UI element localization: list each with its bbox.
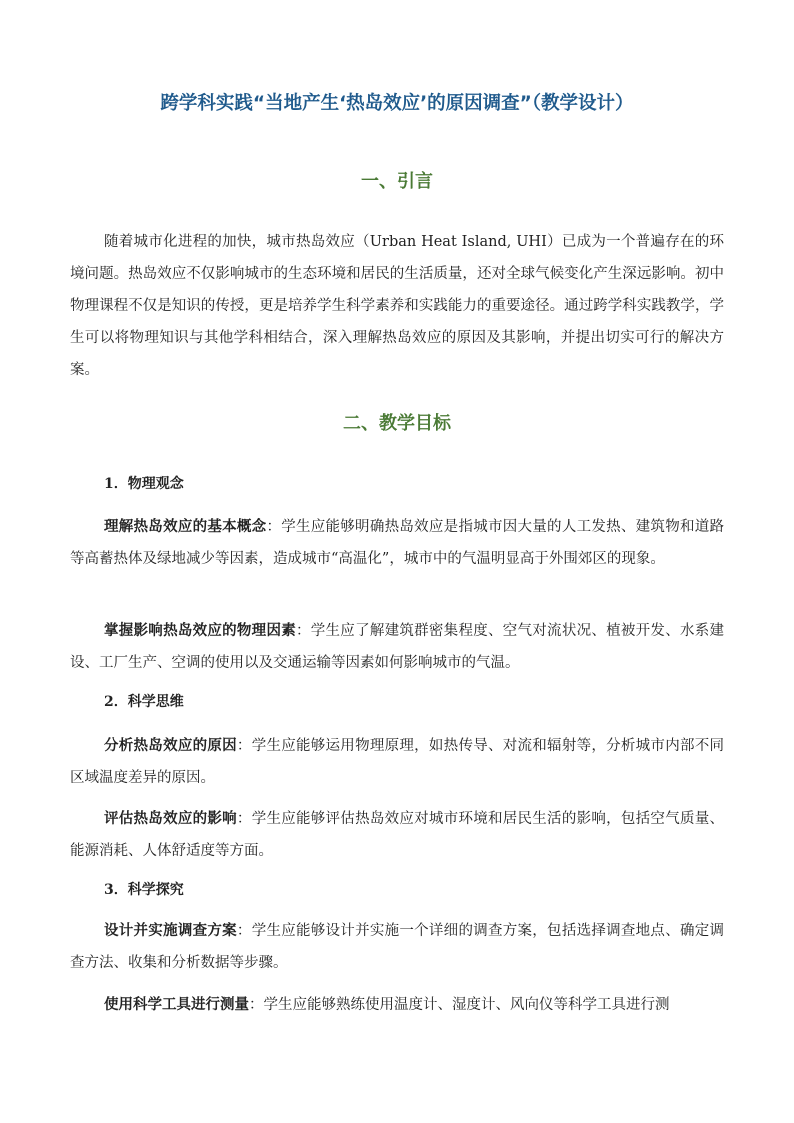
heading-introduction: 一、引言: [361, 171, 433, 192]
goal-text: ：学生应能够评估热岛效应对城市环境和居民生活的影响，包括空气质量、能源消耗、人体舒适度等方面。: [70, 811, 725, 859]
goal-term: 设计并实施调查方案: [104, 922, 237, 939]
goal-term: 分析热岛效应的原因: [104, 737, 237, 754]
goal-text: ：学生应了解建筑群密集程度、空气对流状况、植被开发、水系建设、工厂生产、空调的使用以及交通运输等因素如何影响城市的气温。: [70, 623, 725, 671]
goal-text: ：学生应能够运用物理原理，如热传导、对流和辐射等，分析城市内部不同区域温度差异的原因。: [70, 738, 725, 786]
goal-term: 理解热岛效应的基本概念: [104, 518, 267, 535]
goal-item: [70, 989, 724, 1021]
goal-item: [70, 511, 724, 575]
goal-text: ：学生应能够熟练使用温度计、湿度计、风向仪等科学工具进行测: [249, 997, 670, 1013]
goal-term: 掌握影响热岛效应的物理因素: [104, 622, 296, 639]
goal-text: ：学生应能够明确热岛效应是指城市因大量的人工发热、建筑物和道路等高蓄热体及绿地减少等因素，造成城市“高温化”，城市中的气温明显高于外围郊区的现象。: [70, 519, 724, 567]
goal-text: ：学生应能够设计并实施一个详细的调查方案，包括选择调查地点、确定调查方法、收集和分析数据等步骤。: [70, 923, 725, 971]
goal-item: [70, 915, 724, 979]
goal-term: 使用科学工具进行测量: [104, 996, 249, 1013]
subheading-scientific-thinking: 2．科学思维: [104, 694, 184, 710]
goal-term: 评估热岛效应的影响: [104, 810, 237, 827]
heading-teaching-goals: 二、教学目标: [343, 413, 451, 434]
goal-item: [70, 803, 724, 867]
subheading-scientific-inquiry: 3．科学探究: [104, 882, 184, 898]
goal-item: [70, 615, 724, 679]
document-title: 跨学科实践“当地产生‘热岛效应’的原因调查”（教学设计）: [160, 93, 634, 114]
subheading-physics-concept: 1．物理观念: [104, 476, 184, 492]
intro-paragraph: 随着城市化进程的加快，城市热岛效应（Urban Heat Island, UHI）已成为一个普遍存在的环境问题。热岛效应不仅影响城市的生态环境和居民的生活质量，还对全球气候变化产生深远影响。初中物理课程不仅是知识的传授，更是培养学生科学素养和实践能力的重要途径。通过跨学科实践教学，学生可以将物理知识与其他学科相结合，深入理解热岛效应的原因及其影响，并提出切实可行的解决方案。: [70, 234, 724, 378]
goal-item: [70, 730, 724, 794]
